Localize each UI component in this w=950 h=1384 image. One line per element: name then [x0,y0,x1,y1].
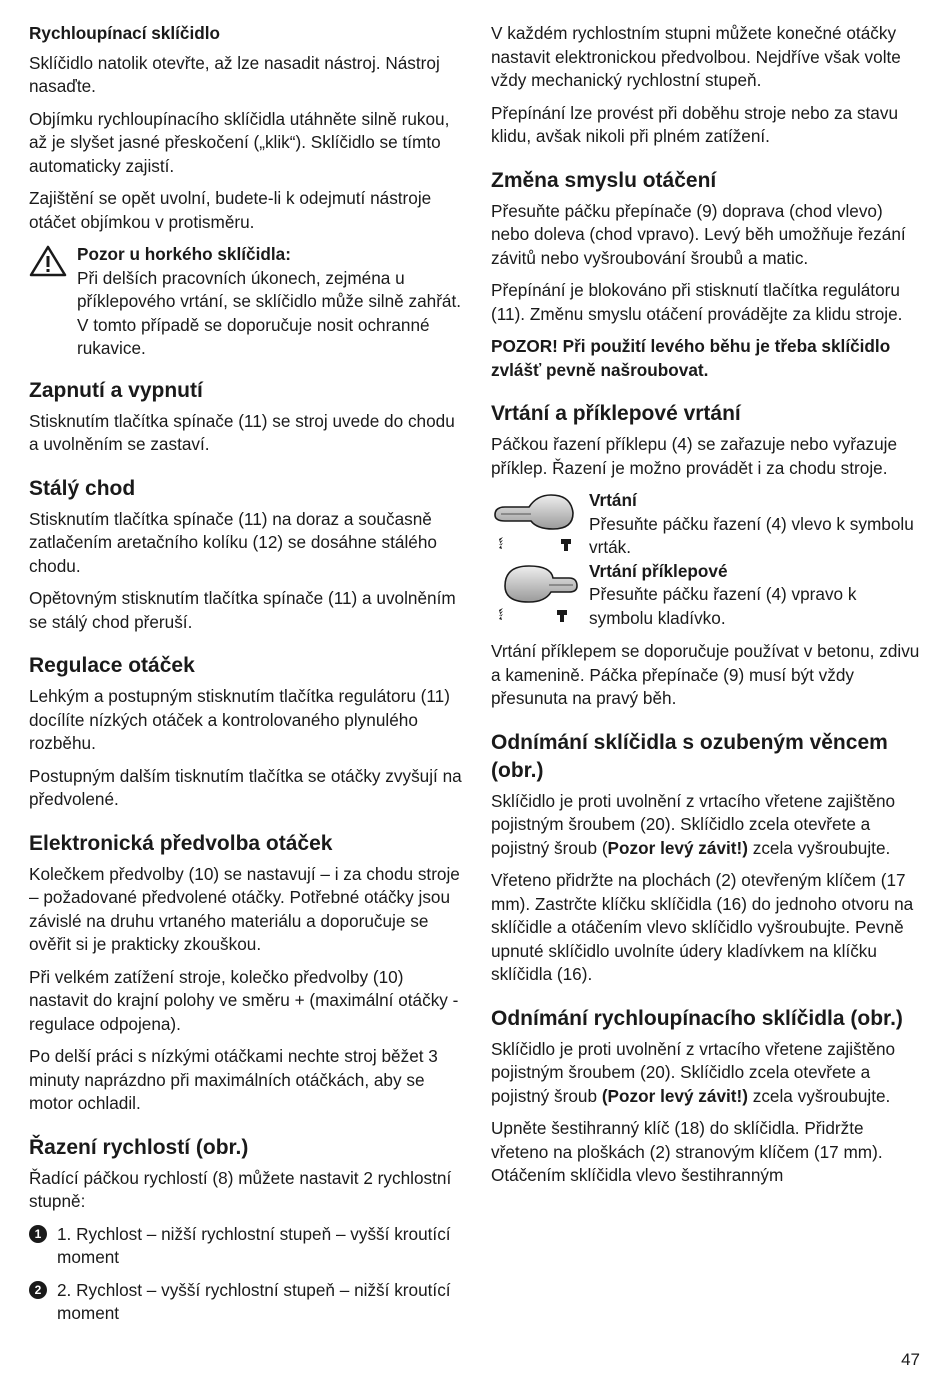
paragraph: Stisknutím tlačítka spínače (11) na doraz a současně zatlačením aretačního kolíku (12) se dosáhne stálého chodu. [29,508,437,576]
caution-text: POZOR! Při použití levého běhu je třeba sklíčidlo zvlášť pevně našroubovat. [491,336,891,380]
paragraph: Vrtání příklepem se doporučuje používat v betonu, zdivu a kamenině. Páčka přepínače (9) musí být vždy přesunuta na pravý běh. [491,641,920,708]
paragraph: Přesuňte páčku přepínače (9) doprava (chod vlevo) nebo doleva (chod vpravo). Levý běh umožňuje řezání závitů nebo vyšroubování šroubů a matic. [491,200,906,268]
mode-title: Vrtání [589,490,637,510]
mode-title: Vrtání příklepové [589,560,728,581]
paragraph: Přepínání je blokováno při stisknutí tlačítka regulátoru (11). Změnu smyslu otáčení provádějte za klidu stroje. [491,280,903,324]
text-run: zcela vyšroubujte. [747,837,891,858]
paragraph: Řadící páčkou rychlostí (8) můžete nastavit 2 rychlostní stupně: [29,1167,452,1211]
emphasis-text: (Pozor levý závit!) [601,1085,748,1106]
paragraph: Kolečkem předvolby (10) se nastavují – i za chodu stroje – požadované předvolené otáčky. Potřebné otáčky jsou závislé na druhu vrtaného materiálu a doporučuje se ověřit si je prakticky zkouškou. [29,863,460,954]
drill-bit-icon [499,537,503,549]
paragraph: Vřeteno přidržte na plochách (2) otevřeným klíčem (17 mm). Zastrčte klíčku sklíčidla (16) do jednoho otvoru na sklíčidle a otáčením vlevo sklíčidlo vyšroubujte. Pevně upnuté sklíčidlo uvolníte údery kladívkem na klíčku sklíčidla (16). [491,870,914,984]
right-column [491,22,923,1197]
list-item-text: 2. Rychlost – vyšší rychlostní stupeň – nižší kroutící moment [57,1279,451,1323]
section-heading-electronic-preselect: Elektronická předvolba otáček [29,831,333,855]
hammer-icon [557,610,567,622]
paragraph: Po delší práci s nízkými otáčkami nechte stroj běžet 3 minuty naprázdno při maximálních otáčkách, aby se motor ochladil. [29,1046,438,1113]
number-marker: 1 [29,1225,47,1243]
section-heading-continuous: Stálý chod [29,476,136,500]
warning-text: Při delších pracovních úkonech, zejména u příklepového vrtání, se sklíčidlo může silně zahřát. V tomto případě se doporučuje nosit ochranné rukavice. [77,267,462,358]
paragraph: Stisknutím tlačítka spínače (11) se stroj uvede do chodu a uvolněním se zastaví. [29,410,455,454]
paragraph: Přepínání lze provést při doběhu stroje nebo za stavu klidu, avšak nikoli při plném zatížení. [491,102,899,146]
left-column [29,22,464,1335]
section-heading-rotation: Změna smyslu otáčení [491,168,717,192]
mode-hammer-drilling [491,560,923,631]
paragraph: Při velkém zatížení stroje, kolečko předvolby (10) nastavit do krajní polohy ve směru + (maximální otáčky - regulace odpojena). [29,966,459,1034]
page-number: 47 [901,1350,920,1369]
paragraph: V každém rychlostním stupni můžete konečné otáčky nastavit elektronickou předvolbou. Nejdříve však volte vždy mechanický rychlostní stupeň. [491,23,901,90]
paragraph: Upněte šestihranný klíč (18) do sklíčidla. Přidržte vřeteno na ploškách (2) stranovým klíčem (17 mm). Otáčením sklíčidla vlevo šestihranným [491,1118,883,1185]
mode-text: Přesuňte páčku řazení (4) vlevo k symbolu vrták. [589,513,914,557]
warning-block [29,243,464,361]
paragraph: Zajištění se opět uvolní, budete-li k odejmutí nástroje otáčet objímkou v protisměru. [29,188,432,232]
paragraph: Objímku rychloupínacího sklíčidla utáhněte silně rukou, až je slyšet jasné přeskočení („klik“). Sklíčidlo se tímto automaticky zajistí. [29,108,450,176]
paragraph: Postupným dalším tisknutím tlačítka se otáčky zvyšují na předvolené. [29,765,462,809]
section-heading-gear-shift: Řazení rychlostí (obr.) [29,1135,249,1159]
list-item-text: 1. Rychlost – nižší rychlostní stupeň – vyšší kroutící moment [57,1223,451,1267]
switch-left-illustration [491,489,581,559]
text-run: zcela vyšroubujte. [747,1085,891,1106]
paragraph [491,790,923,861]
mode-drilling [491,489,923,560]
list-item [29,1223,464,1270]
section-heading-gear-chuck: Odnímání sklíčidla s ozubeným věncem (obr.) [491,730,888,782]
paragraph [491,1038,923,1109]
paragraph: Opětovným stisknutím tlačítka spínače (11) a uvolněním se stálý chod přeruší. [29,588,456,632]
paragraph: Sklíčidlo natolik otevřte, až lze nasadit nástroj. Nástroj nasaďte. [29,52,440,96]
list-item [29,1279,464,1326]
section-heading-on-off: Zapnutí a vypnutí [29,378,203,402]
warning-triangle-icon [29,243,77,361]
section-heading-quick-chuck-removal: Odnímání rychloupínacího sklíčidla (obr.) [491,1006,903,1030]
section-heading-quick-chuck: Rychloupínací sklíčidlo [29,23,221,43]
number-marker: 2 [29,1281,47,1299]
emphasis-text: Pozor levý závit!) [607,837,748,858]
section-heading-drilling: Vrtání a příklepové vrtání [491,402,741,425]
mode-text: Přesuňte páčku řazení (4) vpravo k symbolu kladívko. [589,584,857,628]
text-run: Sklíčidlo je proti uvolnění z vrtacího vřetene zajištěno pojistným šroubem (20). Sklíčidlo zcela otevřete a pojistný šroub [491,1038,896,1106]
section-heading-speed-control: Regulace otáček [29,654,195,677]
text-run: Sklíčidlo je proti uvolnění z vrtacího vřetene zajištěno pojistným šroubem (20). Sklíčidlo zcela otevřete a pojistný šroub ( [491,790,896,858]
paragraph: Lehkým a postupným stisknutím tlačítka regulátoru (11) docílíte nízkých otáček a kontrolovaného plynulého rozběhu. [29,686,450,753]
drill-bit-icon [499,608,503,620]
switch-right-illustration [491,560,581,630]
paragraph: Páčkou řazení příklepu (4) se zařazuje nebo vyřazuje příklep. Řazení je možno provádět i za chodu stroje. [491,434,898,478]
warning-title: Pozor u horkého sklíčidla: [77,244,291,264]
hammer-icon [561,539,571,551]
